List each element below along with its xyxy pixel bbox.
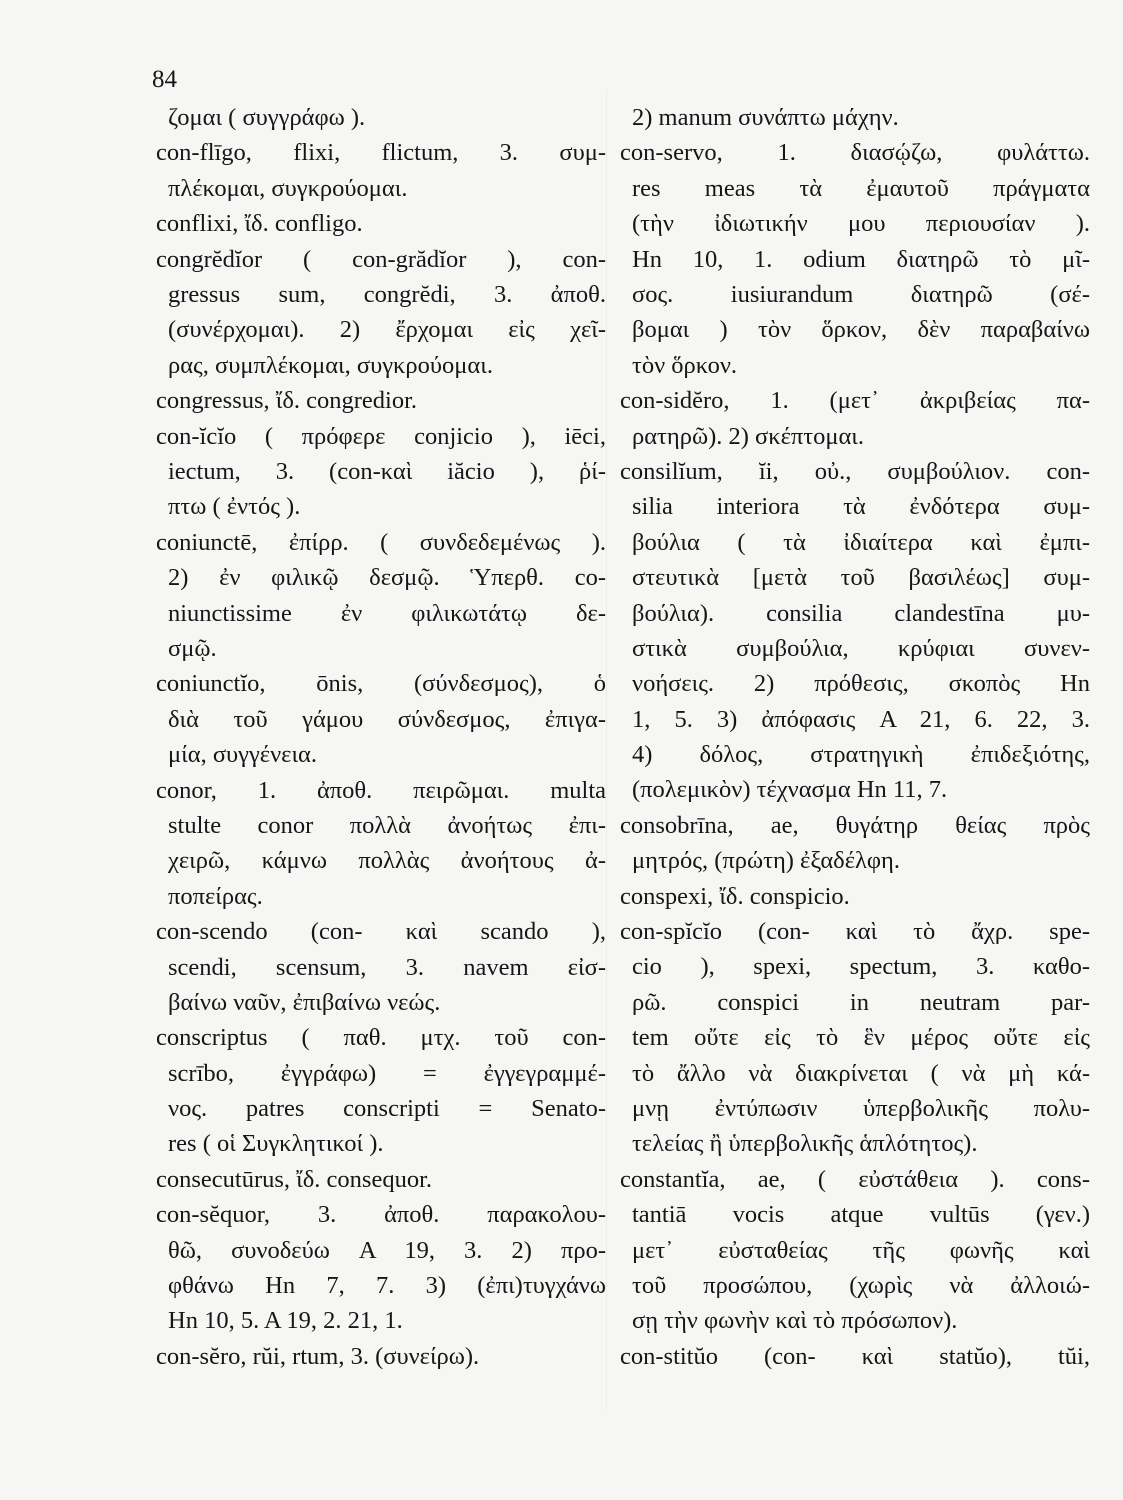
entry-headline: con-sidĕro, 1. (μετ᾽ ἀκριβείας πα-: [620, 387, 1090, 415]
entry-line: Hn 10, 1. odium διατηρῶ τὸ μῖ-: [632, 245, 1090, 273]
dictionary-entry: [156, 206, 606, 241]
dictionary-entry: [156, 135, 606, 206]
dictionary-entry: [620, 879, 1090, 914]
dictionary-entry: [620, 454, 1090, 808]
entry-headline: coniunctĭo, ōnis, (σύνδεσμος), ὁ: [156, 670, 606, 698]
entry-line: μετ᾽ εὐσταθείας τῆς φωνῆς καὶ: [632, 1236, 1090, 1264]
dictionary-entry: [156, 1020, 606, 1162]
entry-line: στικὰ συμβούλια, κρύφιαι συνεν-: [632, 634, 1090, 662]
entry-line: τὸ ἄλλο νὰ διακρίνεται ( νὰ μὴ κά-: [632, 1059, 1090, 1087]
entry-line: silia interiora τὰ ἐνδότερα συμ-: [632, 493, 1090, 521]
entry-headline: conscriptus ( παθ. μτχ. τοῦ con-: [156, 1024, 606, 1052]
entry-line: tantiā vocis atque vultūs (γεν.): [632, 1201, 1090, 1229]
entry-headline: conflixi, ἴδ. confligo.: [156, 210, 363, 238]
entry-headline: consobrīna, ae, θυγάτηρ θείας πρὸς: [620, 811, 1090, 839]
entry-line: res ( οἱ Συγκλητικοί ).: [168, 1130, 384, 1158]
entry-headline: con-stitŭo (con- καὶ statŭo), tŭi,: [620, 1342, 1090, 1370]
entry-line: φθάνω Hn 7, 7. 3) (ἐπι)τυγχάνω: [168, 1272, 606, 1300]
entry-line: τὸν ὅρκον.: [632, 351, 738, 379]
entry-headline: con-ĭcĭo ( πρόφερε conjicio ), iēci,: [156, 422, 606, 450]
entry-line: scendi, scensum, 3. navem εἰσ-: [168, 953, 606, 981]
entry-line: νος. patres conscripti = Senato-: [168, 1095, 606, 1123]
dictionary-entry: [156, 773, 606, 915]
entry-line: scrībo, ἐγγράφω) = ἐγγεγραμμέ-: [168, 1059, 606, 1087]
entry-line: Hn 10, 5. A 19, 2. 21, 1.: [168, 1307, 403, 1335]
entry-headline: coniunctē, ἐπίρρ. ( συνδεδεμένως ).: [156, 528, 606, 556]
entry-headline: con-flīgo, flixi, flictum, 3. συμ-: [156, 139, 606, 167]
entry-headline: con-sĕro, rŭi, rtum, 3. (συνείρω).: [156, 1342, 480, 1370]
entry-headline: con-spĭcĭo (con- καὶ τὸ ἄχρ. spe-: [620, 918, 1090, 946]
column-gutter: [606, 90, 607, 1410]
entry-line: 2) manum συνάπτω μάχην.: [632, 104, 899, 131]
dictionary-entry: [620, 135, 1090, 383]
entry-headline: consilĭum, ĭi, οὐ., συμβούλιον. con-: [620, 457, 1090, 485]
dictionary-entry: [156, 525, 606, 667]
entry-line: βούλια). consilia clandestīna μυ-: [632, 599, 1090, 627]
entry-line: (τὴν ἰδιωτικήν μου περιουσίαν ).: [632, 210, 1090, 238]
entry-line: στευτικὰ [μετὰ τοῦ βασιλέως] συμ-: [632, 564, 1090, 592]
entry-headline: consecutūrus, ἴδ. consequor.: [156, 1165, 433, 1193]
entry-headline: conspexi, ἴδ. conspicio.: [620, 882, 850, 910]
entry-line: tem οὔτε εἰς τὸ ἓν μέρος οὔτε εἰς: [632, 1024, 1090, 1052]
entry-line: ποπείρας.: [168, 882, 263, 910]
dictionary-entry: [620, 808, 1090, 879]
entry-line: 4) δόλος, στρατηγικὴ ἐπιδεξιότης,: [632, 741, 1090, 769]
entry-line: σῃ τὴν φωνὴν καὶ τὸ πρόσωπον).: [632, 1307, 958, 1335]
entry-line: cio ), spexi, spectum, 3. καθο-: [632, 953, 1090, 981]
entry-line: νοήσεις. 2) πρόθεσις, σκοπὸς Hn: [632, 670, 1090, 698]
entry-line: τοῦ προσώπου, (χωρὶς νὰ ἀλλοιώ-: [632, 1272, 1090, 1299]
entry-line: μητρός, (πρώτη) ἐξαδέλφη.: [632, 847, 900, 875]
dictionary-entry: [156, 1162, 606, 1197]
dictionary-entry: [156, 383, 606, 418]
entry-line: ζομαι ( συγγράφω ).: [168, 104, 366, 131]
entry-line: χειρῶ, κάμνω πολλὰς ἀνοήτους ἀ-: [168, 847, 606, 875]
dictionary-entry: [620, 383, 1090, 454]
entry-line: πτω ( ἐντός ).: [168, 493, 301, 521]
entry-line: ρας, συμπλέκομαι, συγκρούομαι.: [168, 351, 493, 379]
entry-headline: con-sĕquor, 3. ἀποθ. παρακολου-: [156, 1201, 606, 1229]
left-column: [156, 100, 606, 1374]
entry-line: διὰ τοῦ γάμου σύνδεσμος, ἐπιγα-: [168, 705, 606, 733]
entry-line: niunctissime ἐν φιλικωτάτῳ δε-: [168, 599, 606, 627]
dictionary-entry: [156, 419, 606, 525]
entry-line: τελείας ἢ ὑπερβολικῆς ἁπλότητος).: [632, 1130, 978, 1158]
dictionary-entry: [156, 100, 606, 135]
entry-headline: congrĕdĭor ( con-grădĭor ), con-: [156, 245, 606, 273]
entry-line: ρατηρῶ). 2) σκέπτομαι.: [632, 422, 865, 450]
entry-headline: con-scendo (con- καὶ scando ),: [156, 918, 606, 946]
entry-line: res meas τὰ ἐμαυτοῦ πράγματα: [632, 174, 1090, 202]
entry-line: stulte conor πολλὰ ἀνοήτως ἐπι-: [168, 811, 606, 839]
page-number: 84: [152, 66, 177, 93]
dictionary-entry: [620, 1339, 1090, 1374]
entry-line: iectum, 3. (con-καὶ iăcio ), ῥί-: [168, 457, 606, 485]
dictionary-entry: [620, 914, 1090, 1162]
entry-line: πλέκομαι, συγκρούομαι.: [168, 174, 408, 202]
dictionary-entry: [156, 242, 606, 384]
right-column: [620, 100, 1090, 1374]
entry-headline: conor, 1. ἀποθ. πειρῶμαι. multa: [156, 776, 606, 804]
dictionary-entry: [620, 1162, 1090, 1339]
dictionary-entry: [156, 1197, 606, 1339]
entry-line: θῶ, συνοδεύω A 19, 3. 2) προ-: [168, 1236, 606, 1264]
entry-line: βαίνω ναῦν, ἐπιβαίνω νεώς.: [168, 988, 441, 1016]
entry-line: μία, συγγένεια.: [168, 741, 318, 769]
entry-line: σμῷ.: [168, 634, 217, 662]
entry-line: 2) ἐν φιλικῷ δεσμῷ. Ὑπερθ. co-: [168, 564, 606, 592]
entry-headline: con-servo, 1. διασῴζω, φυλάττω.: [620, 139, 1090, 167]
entry-line: βομαι ) τὸν ὅρκον, δὲν παραβαίνω: [632, 316, 1090, 344]
entry-line: σος. iusiurandum διατηρῶ (σέ-: [632, 280, 1090, 308]
dictionary-entry: [156, 666, 606, 772]
dictionary-entry: [156, 1339, 606, 1374]
dictionary-entry: [620, 100, 1090, 135]
entry-line: (συνέρχομαι). 2) ἔρχομαι εἰς χεῖ-: [168, 316, 606, 344]
entry-headline: constantĭa, ae, ( εὐστάθεια ). cons-: [620, 1165, 1090, 1193]
entry-headline: congressus, ἴδ. congredior.: [156, 387, 418, 415]
entry-line: gressus sum, congrĕdi, 3. ἀποθ.: [168, 281, 606, 308]
dictionary-entry: [156, 914, 606, 1020]
entry-line: 1, 5. 3) ἀπόφασις A 21, 6. 22, 3.: [632, 705, 1090, 733]
entry-line: ρῶ. conspici in neutram par-: [632, 988, 1090, 1016]
entry-line: μνῃ ἐντύπωσιν ὑπερβολικῆς πολυ-: [632, 1095, 1090, 1123]
entry-line: βούλια ( τὰ ἰδιαίτερα καὶ ἐμπι-: [632, 528, 1090, 556]
entry-line: (πολεμικὸν) τέχνασμα Hn 11, 7.: [632, 776, 948, 804]
